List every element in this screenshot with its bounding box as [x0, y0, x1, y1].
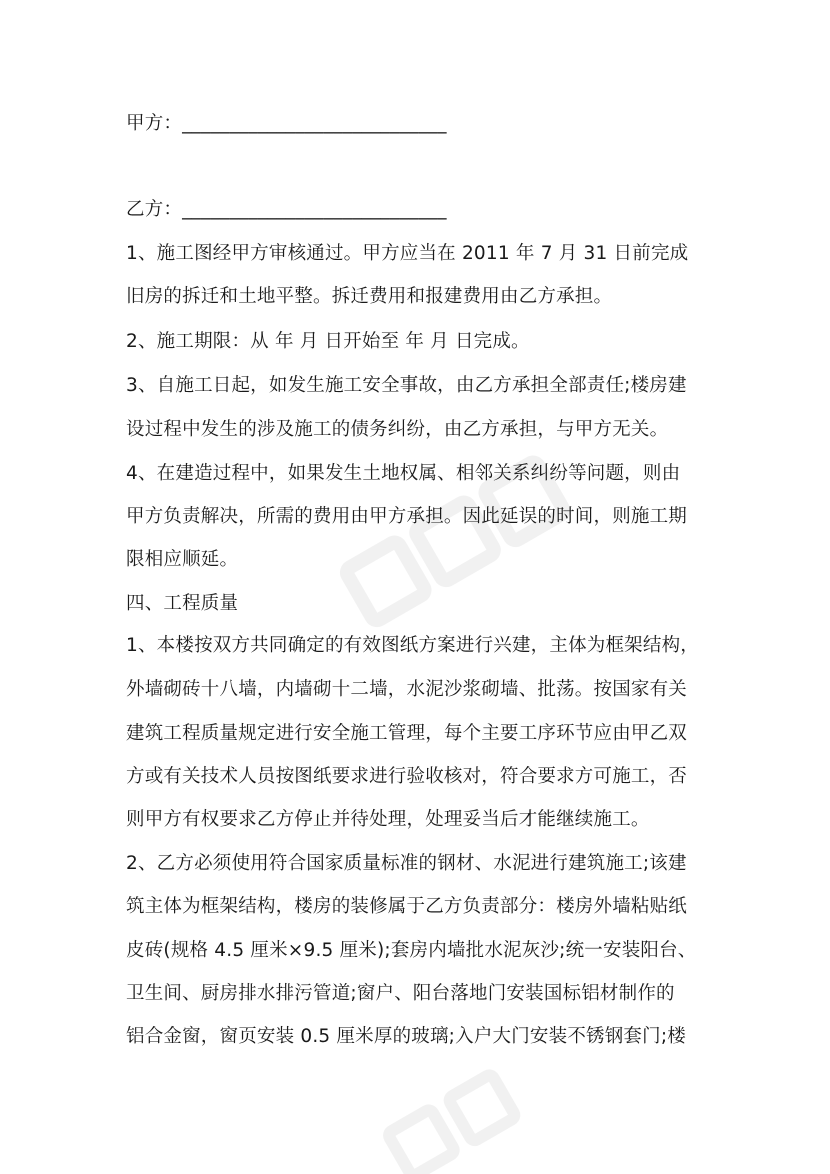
clause-line: 筑主体为框架结构，楼房的装修属于乙方负责部分：楼房外墙粘贴纸	[126, 896, 688, 917]
section-heading: 四、工程质量	[126, 593, 239, 614]
clause-line: 4、在建造过程中，如果发生土地权属、相邻关系纠纷等问题，则由	[126, 463, 681, 484]
clause-line: 2、施工期限：从 年 月 日开始至 年 月 日完成。	[126, 331, 530, 352]
clause-line: 限相应顺延。	[126, 549, 239, 570]
clause-line: 设过程中发生的涉及施工的债务纠纷，由乙方承担，与甲方无关。	[126, 419, 669, 440]
clause-line: 建筑工程质量规定进行安全施工管理，每个主要工序环节应由甲乙双	[126, 723, 688, 744]
clause-line: 则甲方有权要求乙方停止并待处理，处理妥当后才能继续施工。	[126, 809, 650, 830]
party-b-line: 乙方：____________________________	[126, 199, 447, 220]
clause-line: 方或有关技术人员按图纸要求进行验收核对，符合要求方可施工，否	[126, 766, 688, 787]
clause-line: 1、本楼按双方共同确定的有效图纸方案进行兴建，主体为框架结构，	[126, 635, 699, 656]
party-a-line: 甲方：____________________________	[126, 113, 447, 134]
clause-line: 3、自施工日起，如发生施工安全事故，由乙方承担全部责任;楼房建	[126, 375, 687, 396]
clause-line: 1、施工图经甲方审核通过。甲方应当在 2011 年 7 月 31 日前完成	[126, 243, 689, 264]
clause-line: 甲方负责解决，所需的费用由甲方承担。因此延误的时间，则施工期	[126, 506, 688, 527]
clause-line: 皮砖(规格 4.5 厘米×9.5 厘米);套房内墙批水泥灰沙;统一安装阳台、	[126, 940, 697, 961]
clause-line: 铝合金窗，窗页安装 0.5 厘米厚的玻璃;入户大门安装不锈钢套门;楼	[126, 1026, 686, 1047]
clause-line: 2、乙方必须使用符合国家质量标准的钢材、水泥进行建筑施工;该建	[126, 853, 687, 874]
watermark-graphic-bottom	[370, 1060, 570, 1174]
clause-line: 外墙砌砖十八墙，内墙砌十二墙，水泥沙浆砌墙、批荡。按国家有关	[126, 679, 688, 700]
clause-line: 卫生间、厨房排水排污管道;窗户、阳台落地门安装国标铝材制作的	[126, 983, 675, 1004]
clause-line: 旧房的拆迁和土地平整。拆迁费用和报建费用由乙方承担。	[126, 286, 613, 307]
